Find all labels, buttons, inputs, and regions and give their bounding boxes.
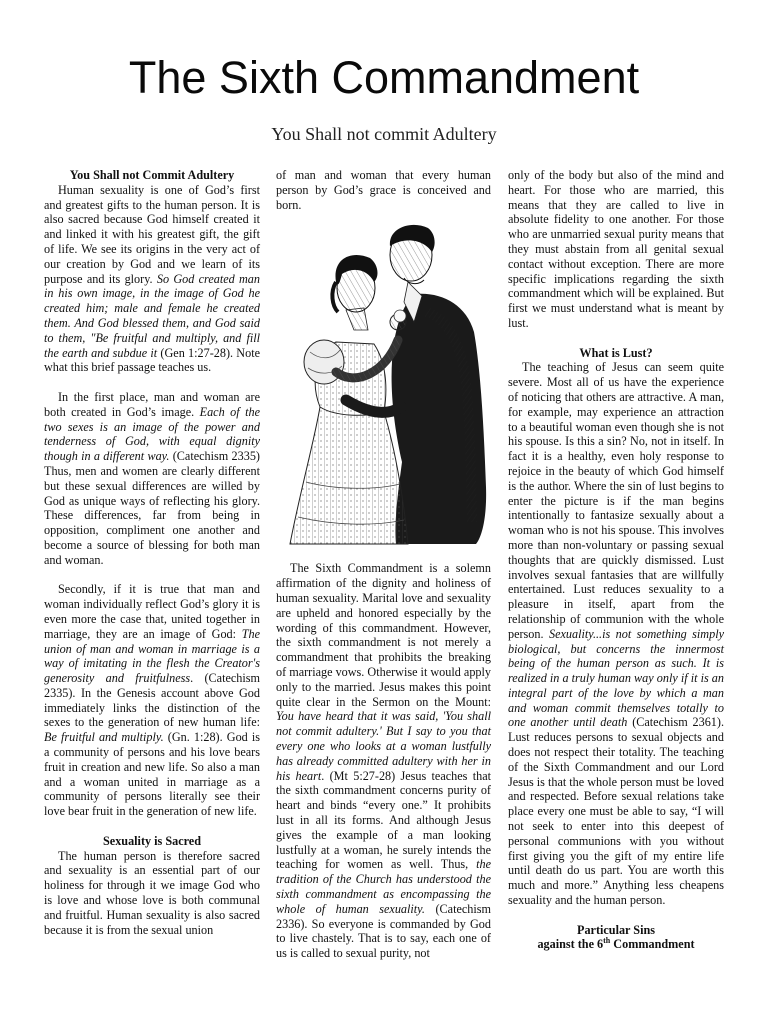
column-1 (44, 168, 260, 952)
scripture-quote: So God created man in his own image, in the image of God he created him; male and female he created them. And God blessed them, and God said to them, "Be fruitful and multiply, and fill the earth and subdue it (44, 271, 260, 360)
paragraph (44, 582, 260, 819)
catechism-quote: The union of man and woman in marriage is a way of imitating in the flesh the Creator's generosity and fruitfulness (44, 626, 260, 686)
paragraph: of man and woman that every human person by God’s grace is conceived and born. (276, 168, 491, 212)
paragraph (44, 390, 260, 568)
column-2 (276, 168, 491, 976)
text-run: Secondly, if it is true that man and woman individually reflect God’s glory it is even more the case that, united together in marriage, they are an image of God: (44, 582, 260, 641)
couple-illustration (276, 222, 491, 547)
heading-line: Particular Sins (577, 922, 655, 937)
text-run: Human sexuality is one of God’s first and greatest gifts to the human person. It is also sacred because God himself created it and linked it with his greatest gift, the gift of life. We see its origins in the very act of our creation by God and we learn of its purpose and its glory. (44, 182, 260, 286)
heading-you-shall-not-commit-adultery: You Shall not Commit Adultery (69, 168, 235, 182)
heading-sexuality-is-sacred: Sexuality is Sacred (103, 833, 201, 848)
text-run: (Gn. 1:28). God is a community of persons and his love bears fruit in creation and new life. So also a man and a woman united in marriage as a community of persons literally see their love bear fruit in the generation of new life. (44, 730, 260, 819)
catechism-quote: the tradition of the Church has understood the sixth commandment as encompassing the whole of human sexuality. (276, 857, 491, 916)
catechism-quote: Sexuality...is not something simply biological, but concerns the innermost being of the human person as such. It is realized in a truly human way only if it is an integral part of the love by which a man and woman commit themselves totally to one another until death (508, 626, 724, 730)
page-title: The Sixth Commandment (128, 52, 640, 103)
catechism-quote: Each of the two sexes is an image of the power and tenderness of God, with equal dignity though in a different way. (44, 404, 260, 464)
text-run: . (Catechism 2335). In the Genesis account above God immediately links the distinction of the sexes to the generation of new human life: (44, 671, 260, 730)
heading-what-is-lust: What is Lust? (579, 345, 653, 360)
page-subtitle: You Shall not commit Adultery (271, 124, 497, 144)
text-run: (Catechism 2361). Lust reduces persons to sexual objects and does not respect their totality. The teaching of the Sixth Commandment and our Lord Jesus is that the whole person must be loved and respected. Before sexual relations take place every one must be able to say, “I will not seek to enter into this deepest of personal communions with you without first giving you the gift of my entire life until death do us part. You are worth this much and more.” Anything less cheapens sexuality and the human person. (508, 715, 724, 908)
paragraph (508, 360, 724, 907)
ordinal-suffix: th (603, 936, 611, 946)
text-run: (Catechism 2336). So everyone is commanded by God to live chastely. That is to say, each one of us is called to sexual purity, not (276, 901, 491, 961)
heading-line: against the 6 (537, 937, 604, 952)
text-run: The Sixth Commandment is a solemn affirmation of the dignity and holiness of human sexuality. Marital love and sexuality are upheld and honored especially by the wording of this commandment. However, the sixth commandment is not merely a commandment that prohibits the breaking of marriage vows. Otherwise it would apply only to the married. Jesus makes this point quite clear in the Sermon on the Mount: (276, 561, 491, 709)
paragraph (44, 183, 260, 375)
text-run: In the first place, man and woman are both created in God’s image. (44, 389, 260, 419)
scripture-quote: You have heard that it was said, 'You shall not commit adultery.' But I say to you that every one who looks at a woman lustfully has already committed adultery with her in his heart (276, 709, 491, 783)
text-run: (Catechism 2335) Thus, men and women are clearly different but these sexual differences are willed by God as unique ways of reflecting his glory. These differences, far from being in opposition, compliment one another and become a source of blessing for both man and woman. (44, 449, 260, 567)
text-run: The teaching of Jesus can seem quite severe. Most all of us have the experience of noticing that others are attractive. A man, for example, may experience an attraction to a beautiful woman even though she is not his spouse. Is this a sin? No, not in itself. In fact it is a healthy, even holy response to rejoice in the beauty of which God himself is the author. Where the sin of lust begins to enter the picture is if the man begins intentionally to fantasize sexually about a woman who is not his spouse. This involves more than non-voluntary or passing sexual thoughts that are quickly dismissed. Lust involves sexual fantasies that are willfully entertained. Lust reduces sexuality to a pleasure in itself, apart from the relationship of communion with the whole person. (508, 360, 724, 641)
heading-particular-sins (508, 923, 724, 953)
scripture-quote: Be fruitful and multiply. (44, 730, 164, 745)
column-3 (508, 168, 724, 952)
paragraph: only of the body but also of the mind and heart. For those who are married, this means that they are called to live in absolute fidelity to one another. For those who are unmarried sexual purity means that they must abstain from all genital sexual contact without exception. There are more specific implications regarding the sixth commandment which will be explained. But first we must understand what is meant by lust. (508, 168, 724, 330)
text-run: (Gen 1:27-28). Note what this brief passage teaches us. (44, 345, 260, 375)
text-run: . (Mt 5:27-28) Jesus teaches that the sixth commandment concerns purity of heart and binds “every one.” It prohibits lust in all its forms. And although Jesus gives the example of a man looking lustfully at a woman, he surely intends the teaching for women as well. Thus, (276, 768, 491, 872)
paragraph: The human person is therefore sacred and sexuality is an essential part of our holiness for through it we image God who is love and whose love is both communal and fruitful. Human sexuality is also sacred because it is from the sexual union (44, 848, 260, 937)
paragraph (276, 561, 491, 961)
heading-line: Commandment (610, 937, 695, 952)
